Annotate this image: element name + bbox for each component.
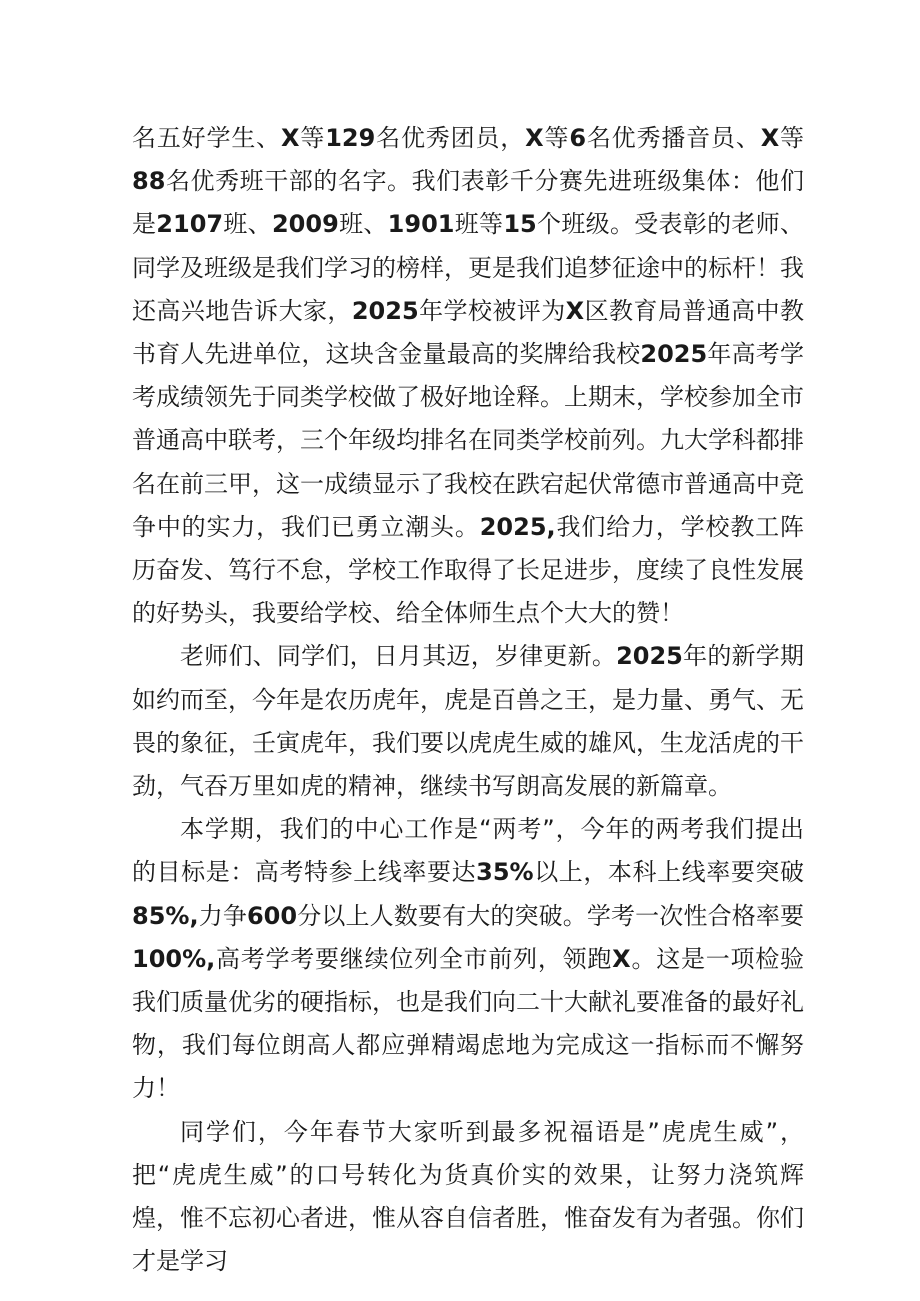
bold-run: 2025 — [616, 642, 683, 671]
text-run: 力争 — [198, 901, 247, 930]
text-run: 区教育局普通高中教书育人先进单位，这块含金量最高的奖牌给我校 — [132, 296, 805, 369]
bold-run: 2025 — [351, 296, 419, 325]
bold-run: X — [565, 296, 585, 325]
bold-run: 15 — [503, 210, 537, 239]
bold-run: 88 — [132, 167, 166, 196]
text-run: 本学期，我们的中心工作是“两考”，今年的两考我们提出的目标是：高考特参上线率要达 — [132, 815, 804, 887]
text-run: 名优秀团员， — [375, 124, 526, 152]
bold-run: 100%, — [132, 944, 216, 973]
text-run: 名五好学生、 — [132, 124, 281, 152]
bold-run: 129 — [325, 124, 376, 152]
text-run: 等 — [299, 124, 326, 152]
text-run: 班、 — [223, 210, 272, 239]
bold-run: X — [525, 124, 544, 152]
text-run: 我们给力，学校教工阵历奋发、笃行不怠，学校工作取得了长足进步，度续了良性发展的好势头，我要给学校、给全体师生点个大大的赞！ — [132, 512, 805, 628]
text-run: 。这是一项检验我们质量优劣的硬指标，也是我们向二十大献礼要准备的最好礼物，我们每位朗高人都应弹精竭虑地为完成这一指标而不懈努力！ — [132, 944, 805, 1103]
paragraph-3 — [132, 808, 804, 1110]
bold-run: 2009 — [271, 210, 339, 239]
bold-run: 35% — [476, 858, 534, 887]
bold-run: X — [612, 944, 631, 973]
text-run: 个班级。受表彰的老师、同学及班级是我们学习的榜样，更是我们追梦征途中的标杆！我还高兴地告诉大家， — [132, 210, 805, 325]
text-run: 分以上人数要有大的突破。学考一次性合格率要 — [297, 901, 805, 930]
bold-run: 6 — [569, 124, 587, 152]
bold-run: X — [760, 124, 780, 152]
document-body — [132, 117, 804, 1283]
bold-run: 1901 — [387, 210, 455, 239]
paragraph-1 — [132, 117, 804, 635]
text-run: 名优秀播音员、 — [586, 124, 761, 152]
bold-run: 85%, — [132, 901, 199, 930]
bold-run: 2025 — [640, 340, 708, 369]
text-run: 班、 — [338, 210, 388, 239]
text-run: 班等 — [454, 210, 504, 239]
bold-run: 2107 — [156, 210, 224, 239]
text-run: 高考学考要继续位列全市前列，领跑 — [215, 944, 613, 973]
bold-run: 600 — [246, 901, 298, 930]
bold-run: X — [281, 124, 300, 152]
text-run: 等 — [543, 124, 570, 152]
text-run: 年学校被评为 — [418, 296, 566, 325]
text-run: 名优秀班干部的名字。我们表彰千分赛先进班级集体：他们是 — [132, 167, 804, 239]
text-run: 年高考学考成绩领先于同类学校做了极好地诠释。上期末，学校参加全市普通高中联考，三个年级均排名在同类学校前列。九大学科都排名在前三甲，这一成绩显示了我校在跌宕起伏常德市普通高中竞争中的实力，我们已勇立潮头。 — [132, 340, 805, 541]
text-run: 同学们，今年春节大家听到最多祝福语是”虎虎生威”，把“虎虎生威”的口号转化为货真价实的效果，让努力浇筑辉煌，惟不忘初心者进，惟从容自信者胜，惟奋发有为者强。你们才是学习 — [132, 1117, 804, 1276]
bold-run: 2025, — [479, 512, 556, 541]
text-run: 以上，本科上线率要突破 — [533, 858, 805, 887]
paragraph-4 — [132, 1111, 804, 1284]
paragraph-2 — [132, 635, 804, 808]
text-run: 年的新学期如约而至，今年是农历虎年，虎是百兽之王，是力量、勇气、无畏的象征，壬寅虎年，我们要以虎虎生威的雄风，生龙活虎的干劲，气吞万里如虎的精神，继续书写朗高发展的新篇章。 — [132, 642, 805, 801]
text-run: 等 — [779, 124, 805, 152]
text-run: 老师们、同学们，日月其迈，岁律更新。 — [180, 642, 617, 671]
